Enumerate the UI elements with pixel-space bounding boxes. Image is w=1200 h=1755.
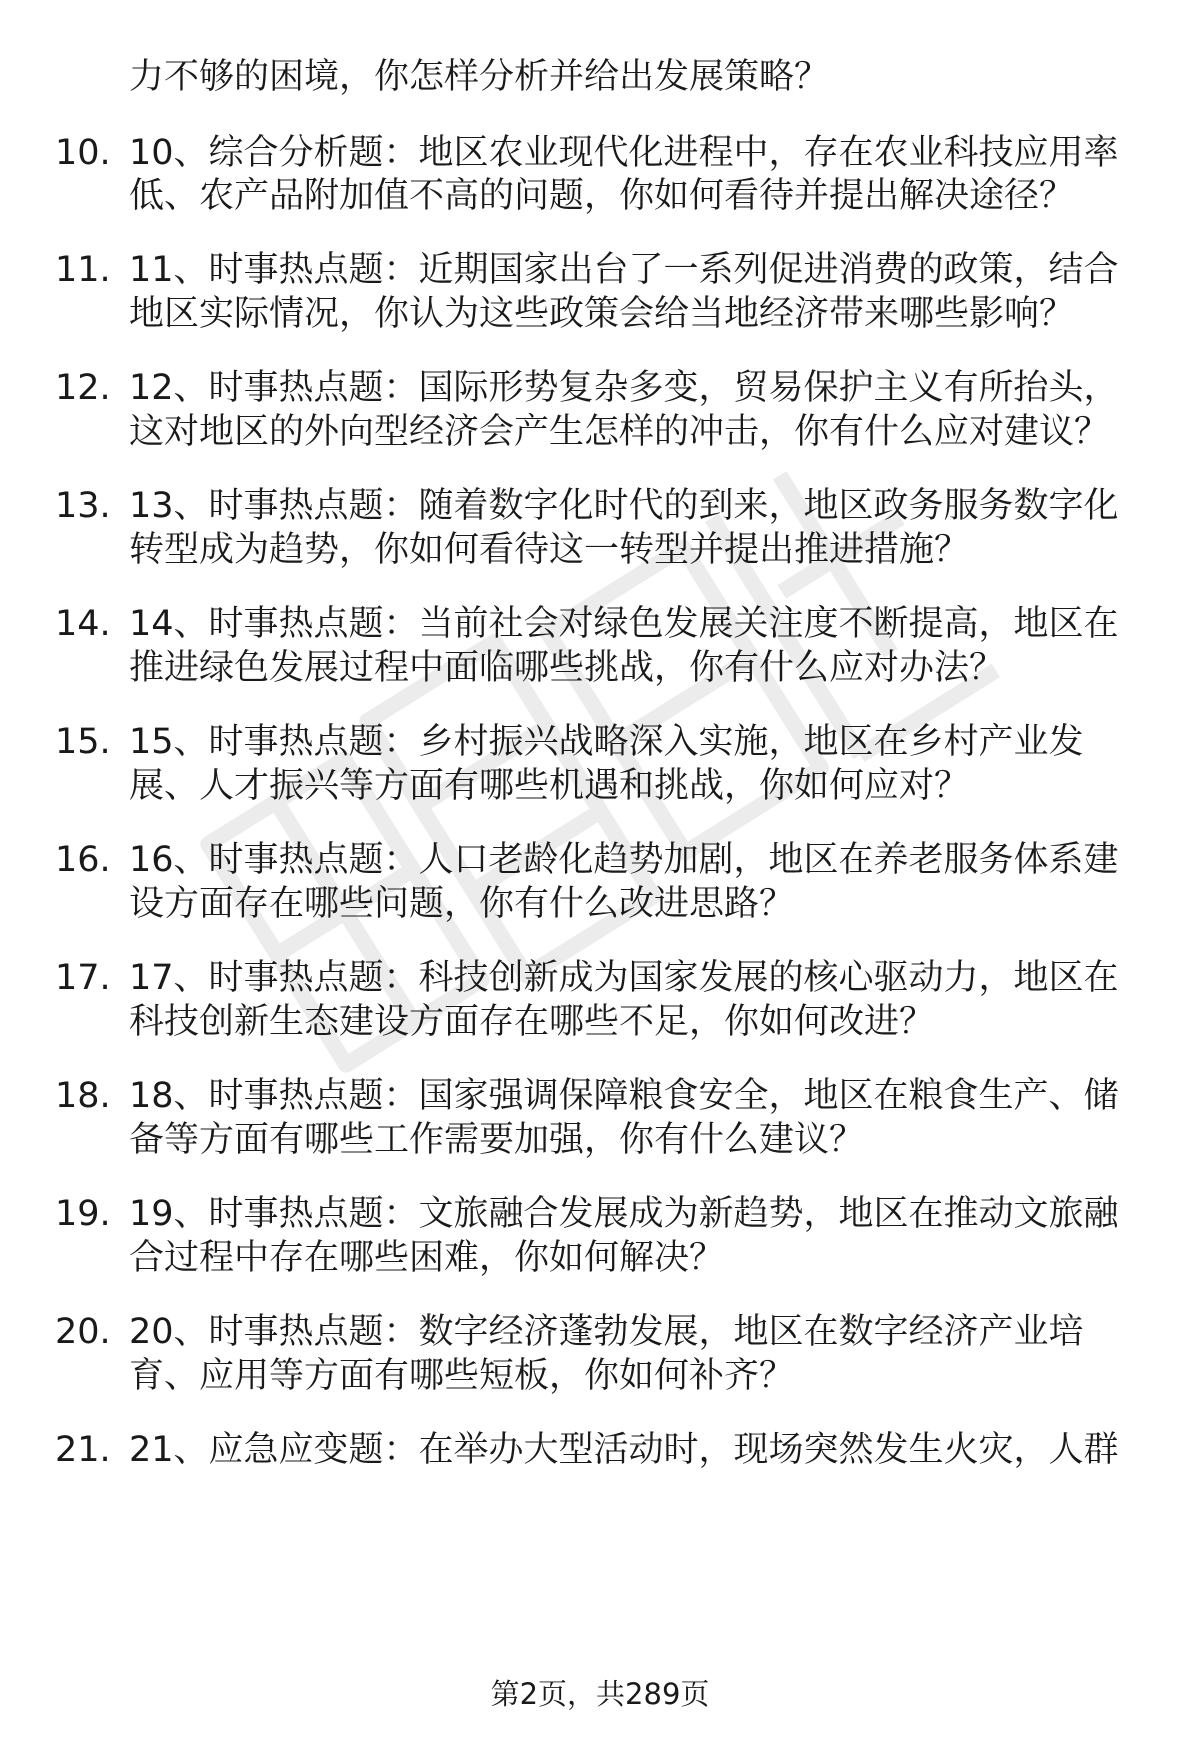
question-text: 合过程中存在哪些困难，你如何解决？	[129, 1238, 725, 1278]
list-item	[0, 1190, 1200, 1238]
list-item-continuation	[0, 1116, 1200, 1164]
question-text: 17、时事热点题：科技创新成为国家发展的核心驱动力，地区在	[129, 958, 1119, 998]
question-text: 15、时事热点题：乡村振兴战略深入实施，地区在乡村产业发	[129, 722, 1084, 762]
list-item-continuation	[0, 1234, 1200, 1282]
list-number: 16.	[55, 840, 111, 880]
list-number: 12.	[55, 368, 111, 408]
list-item-continuation	[0, 526, 1200, 574]
list-item	[0, 1072, 1200, 1120]
list-number: 17.	[55, 958, 111, 998]
list-number: 18.	[55, 1076, 111, 1116]
continuation-line	[0, 53, 1200, 101]
question-text: 12、时事热点题：国际形势复杂多变，贸易保护主义有所抬头，	[129, 368, 1119, 408]
question-text: 16、时事热点题：人口老龄化趋势加剧，地区在养老服务体系建	[129, 840, 1119, 880]
question-text: 设方面存在哪些问题，你有什么改进思路？	[129, 884, 795, 924]
page-footer: 第2页，共289页	[490, 1677, 710, 1711]
list-item	[0, 129, 1200, 177]
list-item	[0, 600, 1200, 648]
list-number: 14.	[55, 604, 111, 644]
list-item-continuation	[0, 1352, 1200, 1400]
list-item-continuation	[0, 998, 1200, 1046]
question-text: 13、时事热点题：随着数字化时代的到来，地区政务服务数字化	[129, 486, 1119, 526]
question-text: 转型成为趋势，你如何看待这一转型并提出推进措施？	[129, 530, 970, 570]
list-item	[0, 836, 1200, 884]
question-text: 这对地区的外向型经济会产生怎样的冲击，你有什么应对建议？	[129, 412, 1110, 452]
list-item	[0, 1426, 1200, 1474]
list-item	[0, 482, 1200, 530]
list-item	[0, 246, 1200, 294]
question-text: 育、应用等方面有哪些短板，你如何补齐？	[129, 1356, 795, 1396]
question-text: 20、时事热点题：数字经济蓬勃发展，地区在数字经济产业培	[129, 1312, 1084, 1352]
list-item-continuation	[0, 172, 1200, 220]
list-number: 20.	[55, 1312, 111, 1352]
question-text: 地区实际情况，你认为这些政策会给当地经济带来哪些影响？	[129, 294, 1075, 334]
question-text: 展、人才振兴等方面有哪些机遇和挑战，你如何应对？	[129, 766, 970, 806]
list-number: 19.	[55, 1194, 111, 1234]
question-text: 科技创新生态建设方面存在哪些不足，你如何改进？	[129, 1002, 935, 1042]
list-number: 13.	[55, 486, 111, 526]
question-text: 18、时事热点题：国家强调保障粮食安全，地区在粮食生产、储	[129, 1076, 1119, 1116]
question-text: 21、应急应变题：在举办大型活动时，现场突然发生火灾，人群	[129, 1430, 1119, 1470]
list-number: 15.	[55, 722, 111, 762]
list-item	[0, 954, 1200, 1002]
list-item	[0, 1308, 1200, 1356]
list-item-continuation	[0, 290, 1200, 338]
list-number: 10.	[55, 133, 111, 173]
question-text: 14、时事热点题：当前社会对绿色发展关注度不断提高，地区在	[129, 604, 1119, 644]
question-text: 推进绿色发展过程中面临哪些挑战，你有什么应对办法？	[129, 648, 1005, 688]
question-text: 备等方面有哪些工作需要加强，你有什么建议？	[129, 1120, 865, 1160]
list-number: 11.	[55, 250, 111, 290]
question-text: 11、时事热点题：近期国家出台了一系列促进消费的政策，结合	[129, 250, 1119, 290]
list-item	[0, 364, 1200, 412]
list-item-continuation	[0, 408, 1200, 456]
list-item	[0, 718, 1200, 766]
question-text: 力不够的困境，你怎样分析并给出发展策略？	[129, 57, 830, 97]
question-text: 低、农产品附加值不高的问题，你如何看待并提出解决途径？	[129, 176, 1075, 216]
list-item-continuation	[0, 880, 1200, 928]
list-item-continuation	[0, 644, 1200, 692]
question-text: 10、综合分析题：地区农业现代化进程中，存在农业科技应用率	[129, 133, 1119, 173]
question-text: 19、时事热点题：文旅融合发展成为新趋势，地区在推动文旅融	[129, 1194, 1119, 1234]
list-item-continuation	[0, 762, 1200, 810]
list-number: 21.	[55, 1430, 111, 1470]
